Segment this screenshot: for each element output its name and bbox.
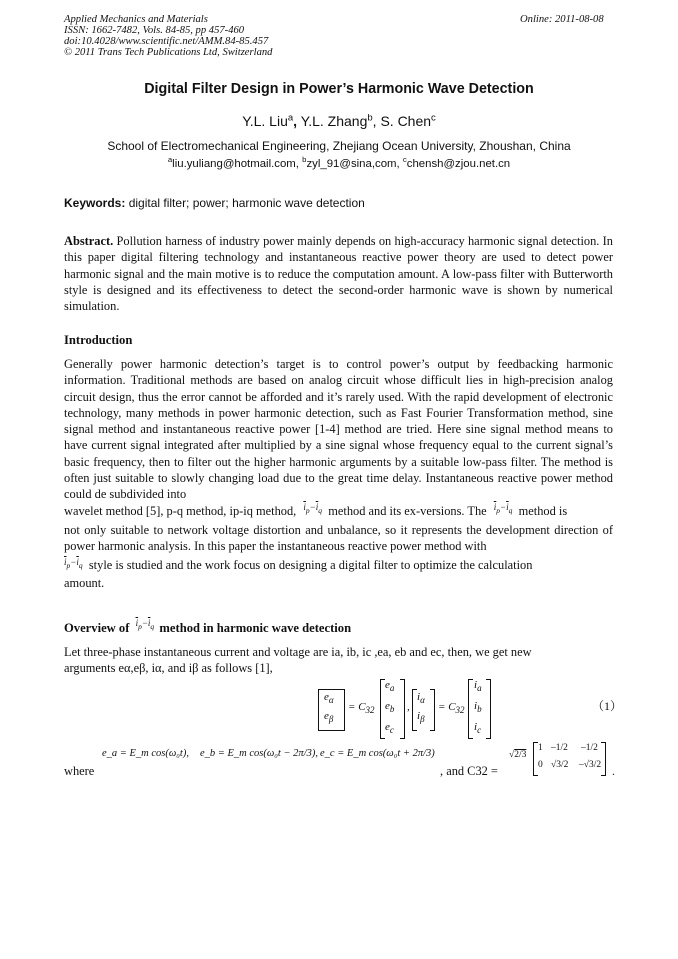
intro-line: direction of power harmonic analysis. In this paper the instantaneous reactive power method with [64, 523, 613, 554]
author-name: Y.L. Liu [242, 113, 288, 129]
intro-line: development of electronic technology, many methods in power harmonic detection, such as Fast [64, 389, 613, 420]
intro-line: Fourier Transformation method, sine signal method and instantaneous reactive power [1-4] method [64, 405, 613, 437]
intro-line: not only suitable to network voltage distortion and unbalance, so it represents the development [64, 523, 550, 537]
intro-line-13 [64, 557, 613, 578]
intro-line: harmonic arguments by a suitable low-pass filter. The method is often just suitable to slowly changing [64, 454, 613, 486]
keywords-text: digital filter; power; harmonic wave detection [128, 196, 365, 210]
abstract [64, 233, 613, 314]
intro-line: Generally power harmonic detection’s target is to control power’s output by feedbacking harmonic [64, 357, 613, 371]
keywords [64, 196, 365, 210]
issn: ISSN: 1662-7482, Vols. 84-85, pp 457-460 [64, 25, 245, 36]
intro-line: signal whose frequency equal to the current signal’s basic frequency, then to filter out the higher [64, 438, 614, 469]
doi: doi:10.4028/www.scientific.net/AMM.84-85.457 [64, 36, 269, 47]
intro-line: load due to the great time delay. Instantaneous reactive power method could de subdivided into [64, 471, 613, 502]
intro-line: are tried. Here sine signal method means to have current signal integrated after multiplied by a sine [64, 422, 614, 453]
overview-line: Let three-phase instantaneous current and voltage are ia, ib, ic ,ea, eb and ec, then, we get new [64, 645, 532, 659]
intro-line-10 [64, 503, 613, 524]
intro-line-11-12 [64, 522, 613, 555]
email-address: chensh@zjou.net.cn [406, 158, 511, 170]
ip-iq-expression: ip−iq [303, 502, 322, 515]
journal-name: Applied Mechanics and Materials [64, 14, 208, 25]
author-sup: c [431, 112, 436, 124]
email-address: zyl_91@sina,com [306, 158, 397, 170]
e-beta: $e_\beta$ [324, 710, 334, 725]
email-address: liu.yuliang@hotmail.com [172, 158, 296, 170]
ip-iq-expression: ip−iq [493, 502, 513, 515]
overview-heading: Overview of $^{\overline{i}_p-\overline{i}_q}$ method in harmonic wave detection [64, 618, 352, 635]
equation-1: $e_\alpha$ $e_\beta$ = $C_{32}$ $e_a$ $e_b$ $e_c$ , $i_\alpha$ $i_\beta$ = $C_{32}$ $i_a$ $i_b$ $i_c$ [318, 681, 498, 737]
abstract-line: harmonic wave is shown by numerical simulation. [64, 282, 613, 314]
author-name: Y.L. Zhang [300, 113, 368, 129]
ip-iq-expression: ip−iq [135, 618, 155, 631]
equation-number: （1） [592, 699, 623, 713]
ip-iq-expression: ip−iq [64, 557, 83, 570]
intro-text: wavelet method [5], p-q method, ip-iq method, [64, 504, 297, 518]
c32-matrix: √2/3 1 –1/2 –1/2 0 √3/2 –√3/2 [509, 742, 609, 776]
abstract-label: Abstract. [64, 234, 114, 248]
author-name: S. Chen [380, 113, 432, 129]
intro-line: information. Traditional methods are based on analog circuit whose difficult lies in high-precision [64, 373, 575, 388]
intro-text: method is [518, 504, 568, 518]
email-list: $^a$liu.yuliang@hotmail.com, $^b$zyl_91@sina,com, $^c$chensh@zjou.net.cn [167, 155, 511, 170]
affiliation: School of Electromechanical Engineering, Zhejiang Ocean University, Zhoushan, China [107, 139, 571, 153]
abstract-line: detection. In this paper digital filtering technology and instantaneous reactive power theory are used [64, 234, 613, 265]
overview-body [64, 644, 613, 660]
sqrt-coefficient: √2/3 [509, 750, 527, 760]
paper-title: Digital Filter Design in Power’s Harmonic Wave Detection [144, 81, 534, 97]
ec-definition: e_c = E_m cos(ω₀t + 2π/3) [320, 748, 435, 759]
intro-text: method and its ex-versions. The [328, 504, 487, 518]
author-list: Y.L. Liu$^a$, Y.L. Zhang$^b$, S. Chen$^c$ [242, 112, 436, 129]
intro-line-14: amount. [64, 576, 105, 590]
abstract-line: Pollution harness of industry power mainly depends on high-accuracy harmonic signal [116, 234, 548, 248]
abstract-line: low-pass filter with Butterworth style is designed and its effectiveness to detect the second-order [64, 266, 613, 297]
intro-text: style is studied and the work focus on designing a digital filter to optimize the calculation [88, 558, 533, 572]
copyright: © 2011 Trans Tech Publications Ltd, Switzerland [64, 47, 273, 58]
keywords-label: Keywords: [64, 196, 126, 210]
e-alpha: $e_\alpha$ [324, 691, 334, 706]
abstract-line: to detect power harmonic signal and the main motive is to reduce the computation amount. A [64, 250, 613, 281]
email-sup: c [402, 155, 407, 165]
intro-line: analog circuit design, thus the error cannot be afforded and it’s rarely used. With the rapid [64, 373, 613, 404]
email-sup: b [302, 155, 307, 165]
c32-label: , and C32 = [440, 764, 498, 778]
introduction-heading: Introduction [64, 333, 133, 347]
author-sup: b [367, 112, 373, 124]
equals: = $C_{32}$ [348, 701, 375, 716]
overview-line: arguments eα,eβ, iα, and iβ as follows [1], [64, 661, 273, 675]
author-sup: a [287, 112, 294, 124]
where-label: where [64, 764, 95, 778]
ea-definition: e_a = E_m cos(ω₀t), [102, 748, 189, 759]
introduction-body [64, 356, 613, 503]
eb-definition: e_b = E_m cos(ω₀t − 2π/3), [200, 748, 318, 759]
email-sup: a [167, 155, 173, 165]
online-date: Online: 2011-08-08 [520, 14, 604, 25]
